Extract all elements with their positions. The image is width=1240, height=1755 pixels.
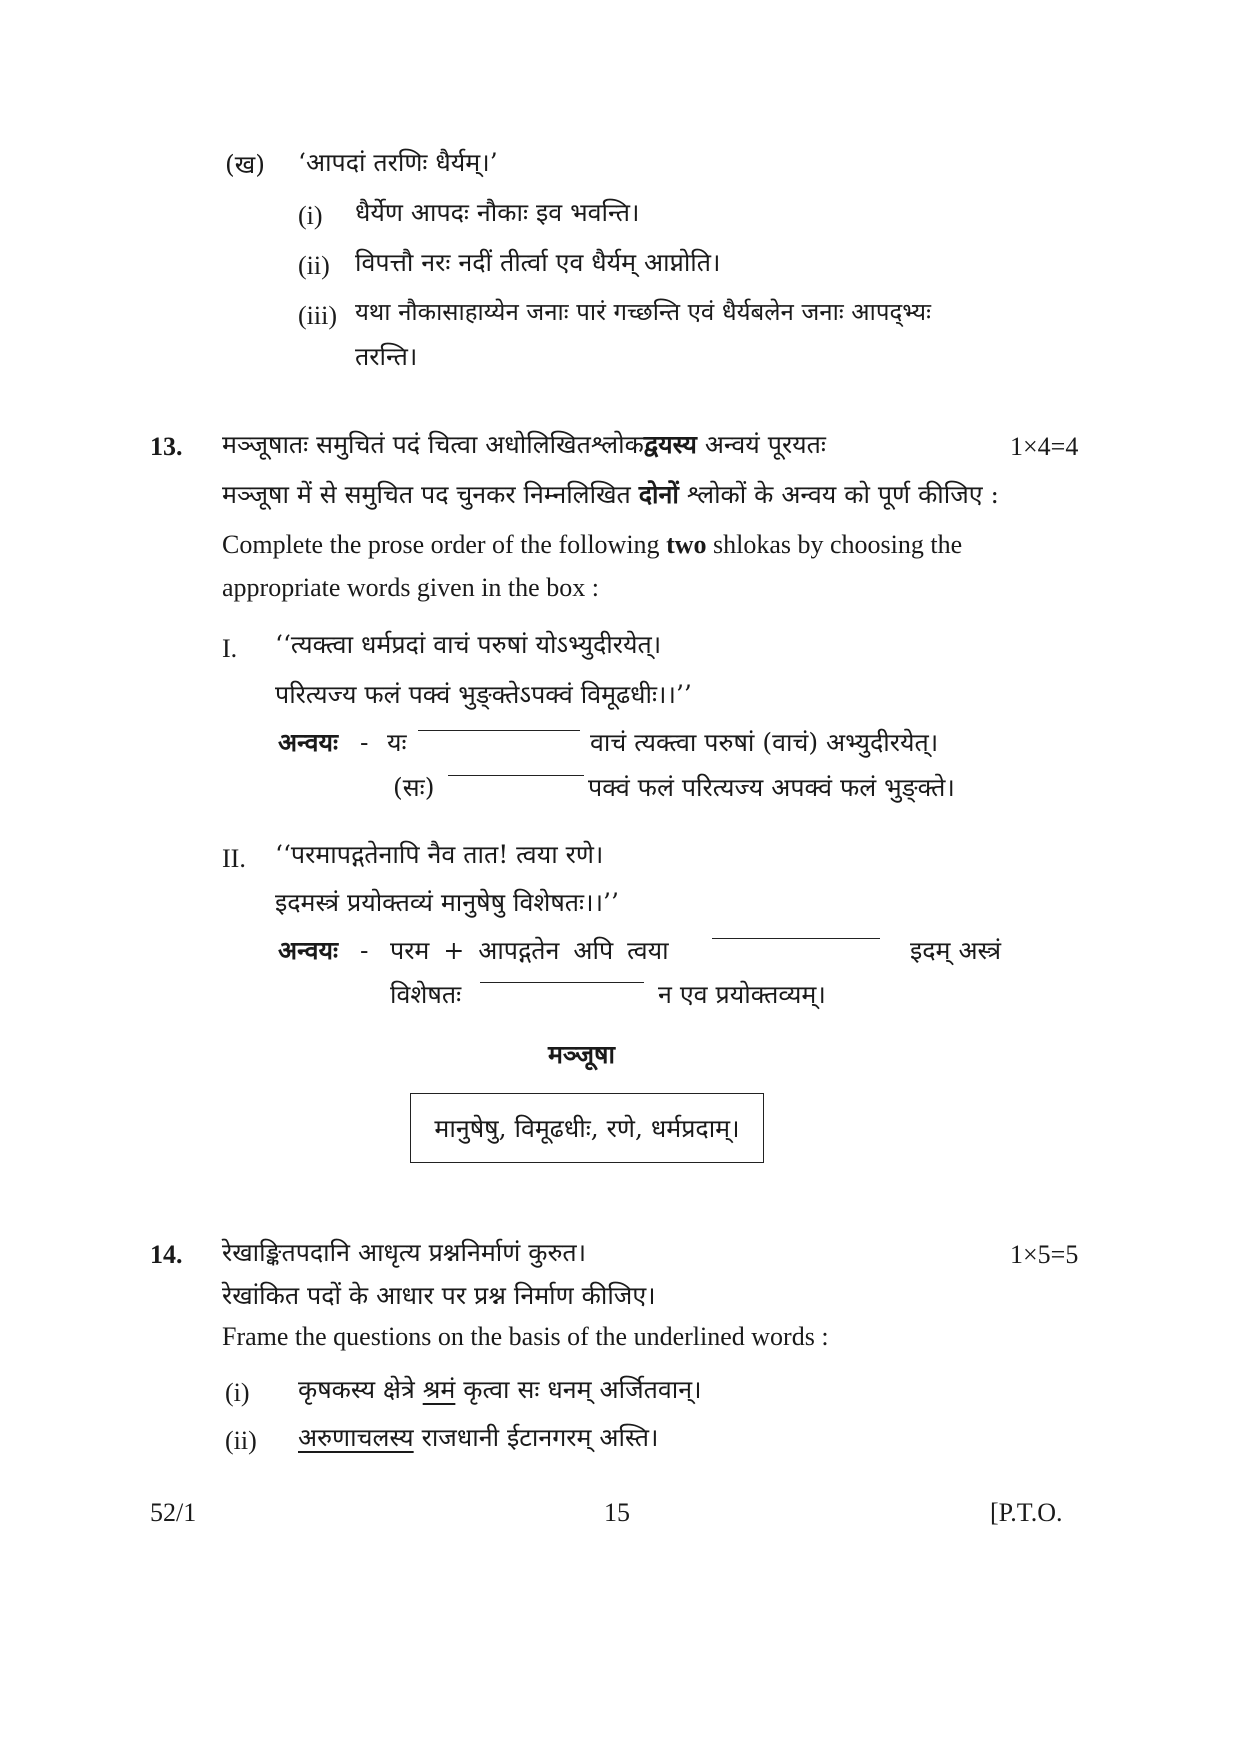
option-number: (i)	[298, 201, 323, 230]
item-number: (ii)	[225, 1426, 257, 1455]
shloka-line: ‘‘परमापद्गतेनापि नैव तात! त्वया रणे।	[275, 840, 604, 869]
q13-marks: 1×4=4	[1010, 432, 1079, 461]
option-number: (ii)	[298, 251, 330, 280]
option-text: यथा नौकासाहाय्येन जनाः पारं गच्छन्ति एवं धैर्यबलेन जनाः आपद्भ्यः	[355, 298, 931, 326]
answer-blank	[480, 982, 644, 983]
part-kha-quote: ‘आपदां तरणिः धैर्यम्।’	[298, 148, 498, 177]
option-number: (iii)	[298, 301, 337, 330]
option-text: विपत्तौ नरः नदीं तीर्त्वा एव धैर्यम् आप्नोति।	[355, 248, 721, 277]
anvaya-text: न एव प्रयोक्तव्यम्।	[658, 980, 826, 1009]
q14-item: कृषकस्य क्षेत्रे श्रमं कृत्वा सः धनम् अर्जितवान्।	[298, 1375, 702, 1404]
q13-english-instruction-continued: appropriate words given in the box :	[222, 573, 599, 602]
anvaya-word: विशेषतः	[390, 980, 462, 1009]
anvaya-text: परम + आपद्गतेन अपि त्वया	[390, 936, 669, 965]
anvaya-dash: -	[360, 728, 369, 757]
option-text-continued: तरन्ति।	[355, 342, 418, 371]
anvaya-label: अन्वयः	[278, 936, 339, 965]
page-number: 15	[604, 1498, 630, 1527]
answer-blank	[448, 775, 584, 776]
q13-sanskrit-instruction: मञ्जूषातः समुचितं पदं चित्वा अधोलिखितश्लोकद्वयस्य अन्वयं पूरयतः	[222, 430, 826, 459]
underlined-word: अरुणाचलस्य	[298, 1423, 414, 1452]
anvaya-word: यः	[387, 728, 407, 757]
part-kha-label: (ख)	[225, 150, 265, 179]
answer-blank	[418, 730, 580, 731]
word-box	[410, 1093, 764, 1163]
anvaya-word: (सः)	[393, 773, 435, 802]
item-number: (i)	[225, 1378, 250, 1407]
q14-item: अरुणाचलस्य राजधानी ईटानगरम् अस्ति।	[298, 1423, 659, 1452]
pto-marker: [P.T.O.	[990, 1498, 1063, 1527]
option-text: धैर्येण आपदः नौकाः इव भवन्ति।	[355, 198, 640, 227]
anvaya-label: अन्वयः	[278, 728, 339, 757]
q13-english-instruction: Complete the prose order of the following two shlokas by choosing the	[222, 530, 963, 559]
q14-hindi-instruction: रेखांकित पदों के आधार पर प्रश्न निर्माण कीजिए।	[222, 1281, 656, 1310]
shloka-line: इदमस्त्रं प्रयोक्तव्यं मानुषेषु विशेषतः।।’’	[275, 888, 619, 917]
anvaya-text: पक्वं फलं परित्यज्य अपक्वं फलं भुङ्क्ते।	[588, 773, 955, 802]
word-box-words: मानुषेषु, विमूढधीः, रणे, धर्मप्रदाम्।	[434, 1114, 740, 1143]
word-box-title: मञ्जूषा	[548, 1040, 615, 1069]
q14-sanskrit-instruction: रेखाङ्कितपदानि आधृत्य प्रश्ननिर्माणं कुरुत।	[222, 1238, 587, 1267]
shloka-number: I.	[222, 634, 238, 663]
shloka-line: परित्यज्य फलं पक्वं भुङ्क्तेऽपक्वं विमूढधीः।।’’	[275, 680, 692, 709]
q13-hindi-instruction: मञ्जूषा में से समुचित पद चुनकर निम्नलिखित दोनों श्लोकों के अन्वय को पूर्ण कीजिए :	[222, 480, 999, 509]
shloka-line: ‘‘त्यक्त्वा धर्मप्रदां वाचं परुषां योऽभ्युदीरयेत्।	[275, 630, 662, 659]
q14-marks: 1×5=5	[1010, 1240, 1079, 1269]
underlined-word: श्रमं	[422, 1375, 456, 1404]
shloka-number: II.	[222, 844, 246, 873]
anvaya-text: इदम् अस्त्रं	[910, 936, 1002, 965]
q14-english-instruction: Frame the questions on the basis of the underlined words :	[222, 1322, 829, 1351]
question-number: 13.	[150, 432, 183, 461]
answer-blank	[712, 938, 880, 939]
question-number: 14.	[150, 1240, 183, 1269]
paper-code: 52/1	[150, 1498, 197, 1527]
anvaya-text: वाचं त्यक्त्वा परुषां (वाचं) अभ्युदीरयेत्।	[590, 728, 939, 757]
anvaya-dash: -	[360, 936, 369, 965]
